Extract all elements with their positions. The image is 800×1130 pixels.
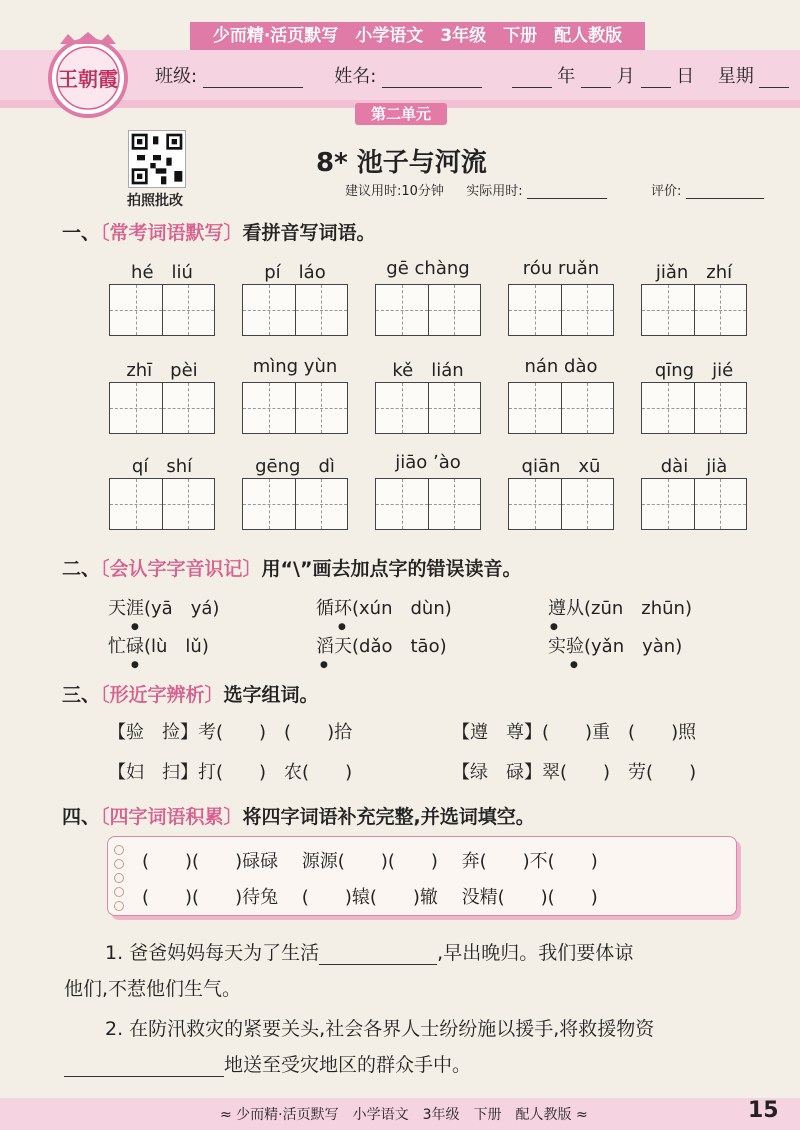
- sentence-1-part-a: 1. 爸爸妈妈每天为了生活: [105, 942, 320, 964]
- section-3-heading: [62, 680, 319, 707]
- writing-grid[interactable]: [508, 382, 614, 434]
- writing-cell[interactable]: [428, 479, 481, 529]
- writing-cell[interactable]: [162, 479, 215, 529]
- section-2-tag: 〔会认字字音识记〕: [100, 558, 262, 580]
- time-line: [345, 180, 764, 199]
- writing-cell[interactable]: [162, 285, 215, 335]
- writing-cell[interactable]: [694, 285, 747, 335]
- emphasis-dot: ●: [131, 660, 139, 670]
- pron-item[interactable]: 滔天(dǎo tāo): [316, 636, 447, 657]
- qr-code-icon[interactable]: [128, 130, 186, 188]
- writing-cell[interactable]: [694, 383, 747, 433]
- lesson-title: 8* 池子与河流: [316, 148, 487, 178]
- section-4-number: 四、: [62, 806, 101, 828]
- emphasis-dot: ●: [131, 622, 139, 632]
- section-1-instruction: 看拼音写词语。: [242, 222, 376, 244]
- week-label: 星期: [717, 66, 754, 87]
- pron-item[interactable]: 天涯(yā yá): [108, 598, 220, 619]
- writing-cell[interactable]: [642, 383, 694, 433]
- actual-time-label: 实际用时:: [466, 184, 523, 199]
- pinyin-label: qīng jié: [654, 360, 734, 381]
- writing-cell[interactable]: [428, 285, 481, 335]
- writing-grid[interactable]: [641, 284, 747, 336]
- pinyin-label: qí shí: [131, 456, 193, 477]
- pinyin-label: hé liú: [131, 262, 193, 283]
- idiom-row[interactable]: ( )( )碌碌 源源( )( ) 奔( )不( ): [142, 851, 598, 872]
- writing-grid[interactable]: [242, 382, 348, 434]
- writing-cell[interactable]: [642, 479, 694, 529]
- section-1-heading: [62, 218, 376, 245]
- writing-cell[interactable]: [376, 285, 428, 335]
- writing-grid[interactable]: [109, 382, 215, 434]
- suggested-time: 建议用时:10分钟: [345, 184, 444, 199]
- class-field[interactable]: [203, 69, 303, 88]
- section-1-tag: 〔常考词语默写〕: [100, 222, 243, 244]
- section-3-number: 三、: [62, 684, 101, 706]
- writing-grid[interactable]: [375, 478, 481, 530]
- footer-text: ≈ 少而精·活页默写 小学语文 3年级 下册 配人教版 ≈: [220, 1107, 588, 1123]
- sentence-1-blank[interactable]: [319, 946, 437, 965]
- pinyin-label: dài jià: [660, 456, 728, 477]
- writing-cell[interactable]: [110, 285, 162, 335]
- idiom-row[interactable]: ( )( )待兔 ( )辕( )辙 没精( )( ): [142, 887, 598, 908]
- section-4-tag: 〔四字词语积累〕: [100, 806, 243, 828]
- actual-time-field[interactable]: [527, 184, 607, 199]
- writing-grid[interactable]: [109, 284, 215, 336]
- section-2-heading: [62, 554, 521, 581]
- writing-grid[interactable]: [375, 284, 481, 336]
- writing-cell[interactable]: [295, 285, 348, 335]
- pron-item[interactable]: 实验(yǎn yàn): [548, 636, 683, 657]
- sentence-2: 2. 在防汛救灾的紧要关头,社会各界人士纷纷施以援手,将救援物资: [105, 1018, 655, 1040]
- pron-item[interactable]: 遵从(zūn zhūn): [548, 598, 692, 619]
- writing-cell[interactable]: [376, 383, 428, 433]
- pinyin-label: róu ruǎn: [522, 258, 600, 279]
- section-1-number: 一、: [62, 222, 101, 244]
- name-field[interactable]: [382, 69, 482, 88]
- writing-cell[interactable]: [509, 383, 561, 433]
- writing-cell[interactable]: [561, 479, 614, 529]
- pinyin-label: gēng dì: [255, 456, 335, 477]
- pron-item[interactable]: 循环(xún dùn): [316, 598, 452, 619]
- sentence-1: [105, 938, 633, 965]
- month-label: 月: [616, 66, 635, 87]
- pinyin-label: pí láo: [264, 262, 326, 283]
- day-field[interactable]: [641, 69, 671, 88]
- writing-cell[interactable]: [561, 285, 614, 335]
- writing-grid[interactable]: [508, 284, 614, 336]
- writing-cell[interactable]: [110, 383, 162, 433]
- student-info-line: [155, 62, 789, 88]
- brand-logo: [38, 30, 138, 120]
- class-label: 班级:: [155, 66, 198, 87]
- year-label: 年: [557, 66, 576, 87]
- writing-cell[interactable]: [509, 479, 561, 529]
- writing-grid[interactable]: [242, 284, 348, 336]
- writing-cell[interactable]: [642, 285, 694, 335]
- pinyin-label: jiǎn zhí: [655, 262, 733, 283]
- page-number: 15: [748, 1098, 779, 1123]
- sentence-1-continued: 他们,不惹他们生气。: [64, 978, 242, 1000]
- writing-grid[interactable]: [508, 478, 614, 530]
- section-3-tag: 〔形近字辨析〕: [100, 684, 224, 706]
- writing-cell[interactable]: [110, 479, 162, 529]
- pinyin-label: jiāo ʼào: [395, 452, 461, 473]
- pron-item[interactable]: 忙碌(lù lǔ): [108, 636, 209, 657]
- section-4-instruction: 将四字词语补充完整,并选词填空。: [242, 806, 535, 828]
- week-field[interactable]: [759, 69, 789, 88]
- writing-cell[interactable]: [243, 285, 295, 335]
- emphasis-dot: ●: [338, 622, 346, 632]
- name-label: 姓名:: [334, 66, 377, 87]
- word-choice-item[interactable]: 【遵 尊】( )重 ( )照: [452, 722, 697, 743]
- evaluation-field[interactable]: [686, 184, 764, 199]
- writing-grid[interactable]: [641, 382, 747, 434]
- pinyin-label: zhī pèi: [126, 360, 198, 381]
- emphasis-dot: ●: [320, 660, 328, 670]
- top-banner: 少而精·活页默写 小学语文 3年级 下册 配人教版: [190, 22, 645, 50]
- pinyin-label: mìng yùn: [252, 356, 338, 377]
- idiom-box: [107, 836, 737, 916]
- section-2-instruction: 用“\”画去加点字的错误读音。: [261, 558, 522, 580]
- writing-cell[interactable]: [428, 383, 481, 433]
- writing-cell[interactable]: [243, 479, 295, 529]
- unit-tab: 第二单元: [355, 103, 447, 125]
- writing-grid[interactable]: [242, 478, 348, 530]
- sentence-2-continued: [64, 1050, 471, 1077]
- writing-cell[interactable]: [561, 383, 614, 433]
- word-choice-item[interactable]: 【验 捡】考( ) ( )拾: [108, 722, 353, 743]
- qr-label: 拍照批改: [127, 193, 183, 209]
- writing-cell[interactable]: [295, 479, 348, 529]
- word-choice-item[interactable]: 【绿 碌】翠( ) 劳( ): [452, 762, 697, 783]
- logo-text: 王朝霞: [58, 67, 118, 91]
- writing-grid[interactable]: [375, 382, 481, 434]
- writing-cell[interactable]: [295, 383, 348, 433]
- pinyin-label: gē chàng: [386, 258, 470, 279]
- pinyin-label: qiān xū: [521, 456, 601, 477]
- month-field[interactable]: [581, 69, 611, 88]
- writing-cell[interactable]: [694, 479, 747, 529]
- sentence-1-part-b: ,早出晚归。我们要体谅: [437, 942, 634, 964]
- section-4-heading: [62, 802, 535, 829]
- writing-grid[interactable]: [641, 478, 747, 530]
- emphasis-dot: ●: [550, 622, 558, 632]
- writing-grid[interactable]: [109, 478, 215, 530]
- section-2-number: 二、: [62, 558, 101, 580]
- writing-cell[interactable]: [243, 383, 295, 433]
- pinyin-label: kě lián: [392, 360, 464, 381]
- writing-cell[interactable]: [162, 383, 215, 433]
- writing-cell[interactable]: [509, 285, 561, 335]
- day-label: 日: [676, 66, 695, 87]
- word-choice-item[interactable]: 【妇 扫】打( ) 农( ): [108, 762, 353, 783]
- section-3-instruction: 选字组词。: [223, 684, 319, 706]
- evaluation-label: 评价:: [651, 184, 682, 199]
- sentence-2-part-b: 地送至受灾地区的群众手中。: [224, 1054, 472, 1076]
- writing-cell[interactable]: [376, 479, 428, 529]
- sentence-2-blank[interactable]: [64, 1058, 224, 1077]
- year-field[interactable]: [512, 69, 552, 88]
- emphasis-dot: ●: [570, 660, 578, 670]
- pinyin-label: nán dào: [524, 356, 598, 377]
